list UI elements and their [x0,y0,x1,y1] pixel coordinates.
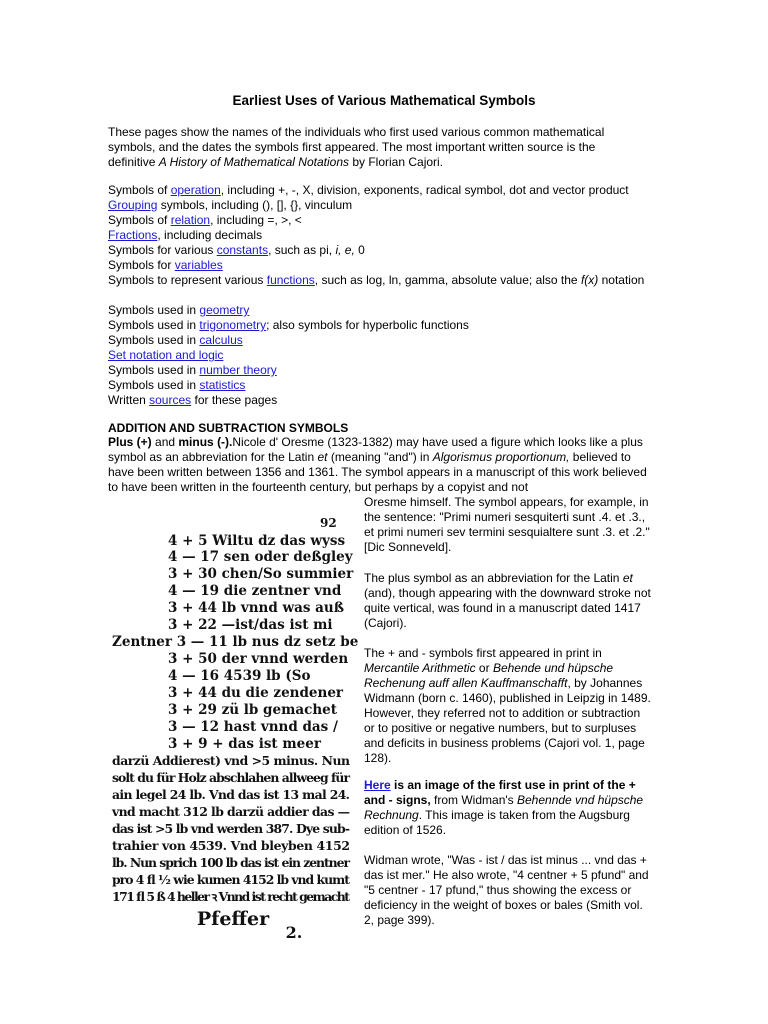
topic-item [108,378,653,393]
print-line: 3 + 44 lb vnnd was auß [168,600,344,616]
print-line: Zentner 3 — 11 lb nus dz setz beson [112,634,358,650]
manuscript-paragraph: The plus symbol as an abbreviation for the Latin et (and), though appearing with the downward stroke not quite vertical, was found in a manuscript dated 1417 (Cajori). [364,571,651,630]
topic-text: notation [598,273,645,287]
topic-link[interactable]: geometry [199,303,250,317]
topic-text: for these pages [191,393,278,407]
print-line: 3 + 50 der vnnd werden [168,651,349,667]
topic-text: Symbols used in [108,363,200,377]
topic-link[interactable]: trigonometry [199,318,267,332]
topic-item [108,393,653,408]
topic-link[interactable]: functions [266,273,315,287]
topic-item [108,183,653,198]
topic-text: , such as pi, [268,243,336,257]
print-line: 171 fl 5 ß 4 heller ꝛ Vnnd ist recht gemacht [112,889,350,904]
topic-text: Written [108,393,150,407]
topic-text: Symbols to represent various [108,273,267,287]
here-link[interactable]: Here [364,778,391,792]
topic-text: 0 [354,243,365,257]
topic-item [108,198,653,213]
topic-link[interactable]: number theory [199,363,277,377]
topic-item [108,348,653,363]
topic-item [108,273,653,303]
topic-text: Symbols of [108,213,171,227]
intro-paragraph: These pages show the names of the individuals who first used various common mathematical symbols, and the dates the symbols first appeared. The most important written source is the definitive A History of Mathematical Notations by Florian Cajori. [108,125,605,169]
book-title: A History of Mathematical Notations [158,155,349,169]
topic-text: Symbols for various [108,243,217,257]
print-line: 2. [285,923,303,940]
print-line: 4 — 19 die zentner vnd [168,583,342,599]
topic-list [108,183,653,408]
topic-text: symbols, including (), [], {}, vinculum [157,198,353,212]
print-line: lb. Nun sprich 100 lb das ist ein zentner [112,855,350,870]
print-line: 3 + 9 + das ist meer [168,736,321,752]
section-heading: ADDITION AND SUBTRACTION SYMBOLS [108,421,349,435]
topic-item [108,363,653,378]
print-line: das ist >5 lb vnd werden 387. Dye sub- [112,821,350,836]
topic-link[interactable]: operation [170,183,221,197]
print-line: solt du für Holz abschlahen allweeg für [112,770,350,785]
topic-item [108,228,653,243]
print-line: darzü Addierest) vnd >5 minus. Nun [112,753,350,768]
print-line: 4 + 5 Wiltu dz das wyss [168,533,346,549]
topic-text: ; also symbols for hyperbolic functions [266,318,469,332]
topic-link[interactable]: constants [216,243,269,257]
print-line: trahier von 4539. Vnd bleyben 4152 [112,838,350,853]
topic-link[interactable]: sources [149,393,192,407]
print-line: 4 — 16 4539 lb (So [168,668,311,684]
topic-link[interactable]: Grouping [108,198,158,212]
page-title: Earliest Uses of Various Mathematical Symbols [232,93,536,108]
image-link-paragraph: Here is an image of the first use in print of the + and - signs, from Widman's Behennde vnd hüpsche Rechnung. This image is taken from the Augsburg edition of 1526. [364,778,644,837]
topic-item [108,258,653,273]
topic-link[interactable]: statistics [199,378,246,392]
topic-text: Symbols of [108,183,171,197]
topic-text: Symbols for [108,258,175,272]
topic-text: , including decimals [157,228,263,242]
topic-text: , such as log, ln, gamma, absolute value; also the [314,273,581,287]
topic-item [108,213,653,228]
topic-link[interactable]: variables [174,258,223,272]
topic-text: Symbols used in [108,303,200,317]
topic-link[interactable]: relation [170,213,211,227]
print-line: 3 — 12 hast vnnd das / [168,719,338,735]
blackletter-page-svg [108,500,358,940]
print-line: ain legel 24 lb. Vnd das ist 13 mal 24. [112,787,350,802]
topic-text: , including +, -, X, division, exponents, radical symbol, dot and vector product [220,183,629,197]
topic-link[interactable]: Set notation and logic [108,348,224,362]
topic-text: Symbols used in [108,318,200,332]
topic-link[interactable]: calculus [199,333,243,347]
widmann-print-image [108,500,358,940]
topic-item [108,318,653,333]
topic-text: Symbols used in [108,378,200,392]
topic-link[interactable]: Fractions [108,228,158,242]
print-line: Pfeffer [196,908,270,930]
widmann-paragraph: The + and - symbols first appeared in print in Mercantile Arithmetic or Behende und hüpsche Rechenung auff allen Kauffmanschafft, by Johannes Widmann (born c. 1460), published in Leipzig in 1489. However, they referred not to addition or subtraction or to positive or negative numbers, but to surpluses and deficits in business problems (Cajori vol. 1, page 128). [364,646,651,765]
topic-italic: f(x) [580,273,599,287]
print-line: 4 — 17 sen oder deßgley [168,549,353,565]
print-line: pro 4 fl ½ wie kumen 4152 lb vnd kumt [112,872,350,887]
topic-item [108,303,653,318]
print-line: 92 [320,516,337,530]
print-line: 3 + 44 du die zendener [168,685,344,701]
print-line: vnd macht 312 lb darzü addier das — [112,804,350,819]
topic-item [108,333,653,348]
print-line: 3 + 22 —ist/das ist mi [168,617,333,633]
topic-italic: i, e, [335,243,355,257]
plus-minus-paragraph: Plus (+) and minus (-).Nicole d' Oresme (1323-1382) may have used a figure which looks like a plus symbol as an abbreviation for the Latin et (meaning "and") in Algorismus proportionum, believed to have been written between 1356 and 1361. The symbol appears in a manuscript of this work believed to have been written in the fourteenth century, but perhaps by a copyist and not [108,435,647,494]
topic-item [108,243,653,258]
widman-quote-paragraph: Widman wrote, "Was - ist / das ist minus ... vnd das + das ist mer." He also wrote, "4 centner + 5 pfund" and "5 centner - 17 pfund," thus showing the excess or deficiency in the weight of boxes or bales (Smith vol. 2, page 399). [364,853,649,927]
print-line: 3 + 29 zü lb gemachet [168,702,337,718]
topic-text: , including =, >, < [210,213,302,227]
oresme-paragraph: Oresme himself. The symbol appears, for example, in the sentence: "Primi numeri sesquiterti sunt .4. et .3., et primi numeri sev termini sesquialtere sunt .3. et .2." [Dic Sonneveld]. [364,495,650,554]
print-line: 3 + 30 chen/So summier [168,566,354,582]
topic-text: Symbols used in [108,333,200,347]
